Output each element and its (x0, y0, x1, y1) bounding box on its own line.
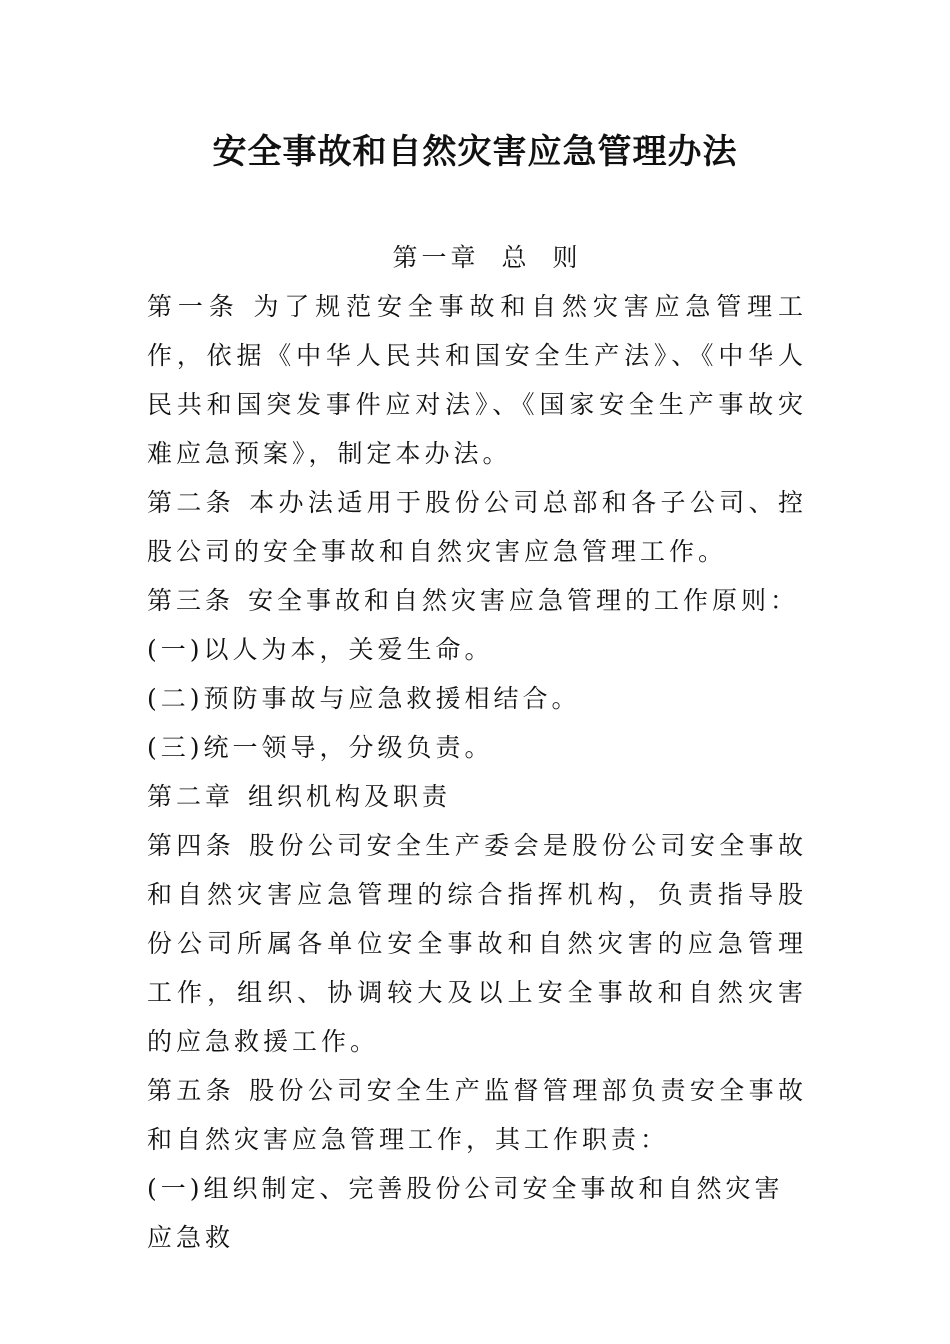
document-body (147, 233, 807, 1262)
article-5 (147, 1066, 807, 1164)
article-5-text: 股份公司安全生产监督管理部负责安全事故和自然灾害应急管理工作，其工作职责： (147, 1076, 807, 1154)
article-1-label: 第一条 (147, 292, 240, 321)
chapter-2-label: 第二章 (147, 782, 235, 811)
article-1 (147, 282, 807, 478)
article-5-label: 第五条 (147, 1076, 236, 1105)
principle-2: (二)预防事故与应急救援相结合。 (147, 684, 581, 713)
article-2-label: 第二条 (147, 488, 236, 517)
article-4-text: 股份公司安全生产委会是股份公司安全事故和自然灾害应急管理的综合指挥机构，负责指导股份公司所属各单位安全事故和自然灾害的应急管理工作，组织、协调较大及以上安全事故和自然灾害的应急救援工作。 (147, 831, 807, 1056)
article-1-text: 为了规范安全事故和自然灾害应急管理工作，依据《中华人民共和国安全生产法》、《中华人民共和国突发事件应对法》、《国家安全生产事故灾难应急预案》，制定本办法。 (147, 292, 807, 468)
article-3-text: 安全事故和自然灾害应急管理的工作原则： (248, 586, 800, 615)
principle-1: (一)以人为本，关爱生命。 (147, 635, 494, 664)
article-2-text: 本办法适用于股份公司总部和各子公司、控股公司的安全事故和自然灾害应急管理工作。 (147, 488, 807, 566)
chapter-2-text: 组织机构及职责 (248, 782, 452, 811)
principle-3: (三)统一领导，分级负责。 (147, 733, 494, 762)
document-title: 安全事故和自然灾害应急管理办法 (212, 132, 738, 172)
chapter-2-heading (147, 772, 807, 821)
article-2 (147, 478, 807, 576)
article-3-label: 第三条 (147, 586, 235, 615)
article-4-label: 第四条 (147, 831, 236, 860)
article-4 (147, 821, 807, 1066)
article-3 (147, 576, 807, 625)
chapter-1-heading: 第一章 总 则 (392, 243, 582, 272)
duty-1: (一)组织制定、完善股份公司安全事故和自然灾害应急救 (147, 1174, 784, 1252)
